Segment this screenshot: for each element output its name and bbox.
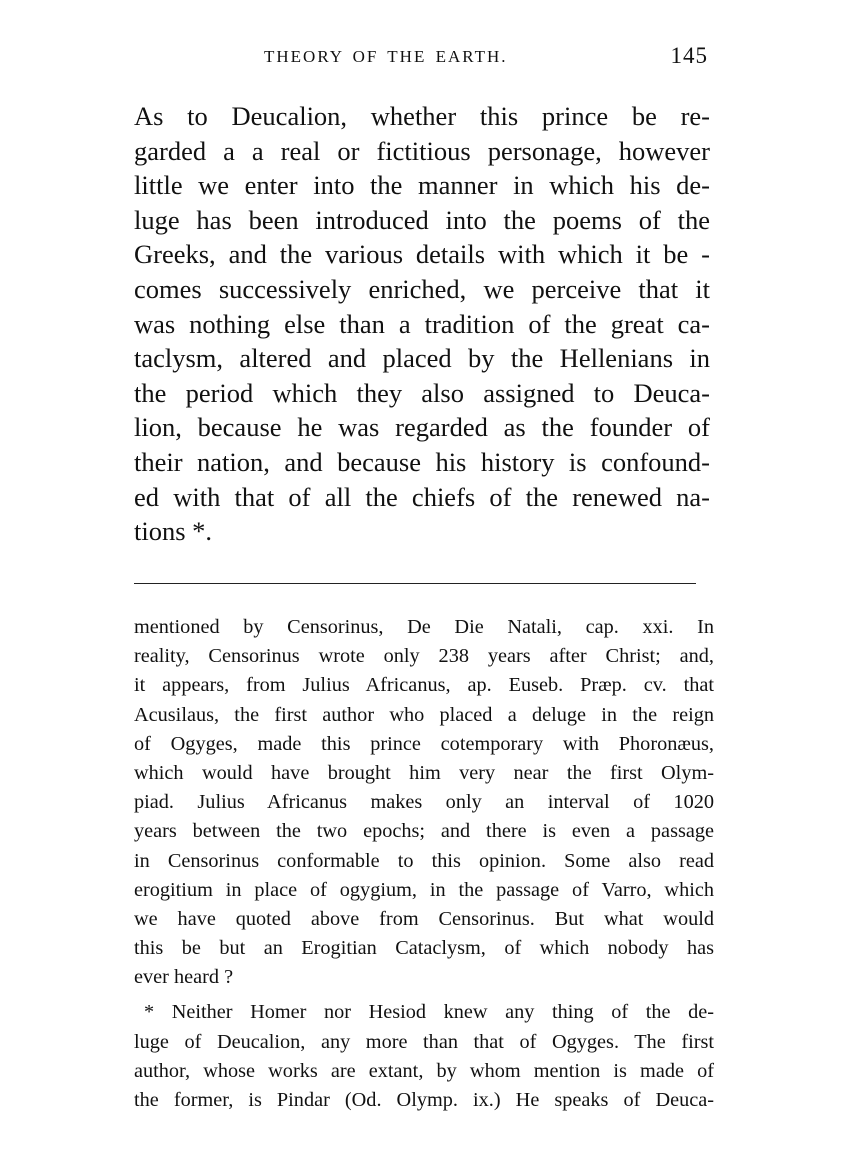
footnote-line: of Ogyges, made this prince cotemporary with Phoronæus, [134, 732, 714, 755]
footnote-continued [134, 613, 714, 992]
footnote-line: it appears, from Julius Africanus, ap. Euseb. Præp. cv. that [134, 674, 714, 697]
footnote-line: which would have brought him very near the first Olym- [134, 761, 714, 784]
footnote-line: in Censorinus conformable to this opinion. Some also read [134, 849, 714, 872]
footnote-line: years between the two epochs; and there is even a passage [134, 820, 714, 843]
running-head [134, 43, 710, 75]
footnote-line: this be but an Erogitian Cataclysm, of which nobody has [134, 937, 714, 960]
main-text-line: the period which they also assigned to Deuca- [134, 377, 710, 408]
footnote-line: the former, is Pindar (Od. Olymp. ix.) He speaks of Deuca- [134, 1089, 714, 1111]
main-text-line: As to Deucalion, whether this prince be re- [134, 101, 710, 131]
main-text-line: luge has been introduced into the poems of the [134, 204, 710, 235]
main-text-line: tions *. [134, 516, 213, 547]
footnote-line: erogitium in place of ogygium, in the passage of Varro, which [134, 878, 714, 901]
footnotes [134, 613, 714, 1115]
main-paragraph [134, 99, 710, 549]
footnote-line: * Neither Homer nor Hesiod knew any thing of the de- [144, 1001, 714, 1024]
footnote-line: we have quoted above from Censorinus. But what would [134, 907, 714, 930]
footnote-line: ever heard ? [134, 966, 234, 989]
footnote-divider [134, 583, 696, 584]
main-text-line: garded a a real or fictitious personage, however [134, 135, 710, 166]
main-text-line: Greeks, and the various details with which it be - [134, 239, 710, 270]
main-text-line: was nothing else than a tradition of the great ca- [134, 308, 710, 339]
main-text-line: ed with that of all the chiefs of the renewed na- [134, 481, 710, 512]
main-text-line: taclysm, altered and placed by the Hellenians in [134, 343, 710, 374]
running-title: THEORY OF THE EARTH. [264, 47, 508, 66]
footnote-line: reality, Censorinus wrote only 238 years after Christ; and, [134, 645, 714, 668]
footnote-line: mentioned by Censorinus, De Die Natali, cap. xxi. In [134, 616, 714, 638]
footnote-line: author, whose works are extant, by whom mention is made of [134, 1059, 714, 1082]
footnote-line: piad. Julius Africanus makes only an interval of 1020 [134, 791, 714, 814]
main-text-line: little we enter into the manner in which his de- [134, 170, 710, 201]
main-text-line: their nation, and because his history is confound- [134, 446, 710, 477]
main-text-line: comes successively enriched, we perceive that it [134, 273, 710, 304]
page-number: 145 [670, 43, 708, 68]
footnote-star [134, 998, 714, 1115]
main-text-line: lion, because he was regarded as the founder of [134, 412, 710, 443]
footnote-line: luge of Deucalion, any more than that of Ogyges. The first [134, 1030, 714, 1053]
footnote-line: Acusilaus, the first author who placed a deluge in the reign [134, 703, 714, 726]
